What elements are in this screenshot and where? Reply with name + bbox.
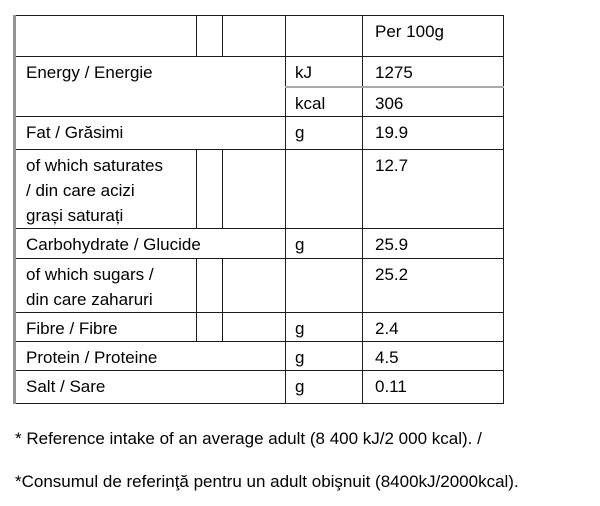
saturates-label-line1: of which saturates (26, 156, 164, 175)
sugars-label-line1: of which sugars / (26, 265, 154, 284)
sugars-unit (286, 259, 363, 313)
header-row (15, 16, 504, 57)
carbohydrate-unit: g (286, 229, 363, 259)
header-empty-cell (223, 16, 286, 57)
sugars-empty-cell (197, 259, 223, 313)
sugars-label (15, 259, 197, 313)
saturates-label-line2: / din care acizi (26, 181, 135, 200)
fibre-label: Fibre / Fibre (15, 313, 197, 342)
energy-kj-value: 1275 (363, 57, 504, 88)
fibre-empty-cell (223, 313, 286, 342)
salt-unit: g (286, 371, 363, 404)
header-empty-cell (15, 16, 197, 57)
protein-unit: g (286, 342, 363, 371)
protein-row (15, 342, 504, 371)
nutrition-table (13, 15, 504, 404)
salt-row (15, 371, 504, 404)
header-unit-cell (286, 16, 363, 57)
sugars-label-line2: din care zaharuri (26, 290, 153, 309)
sugars-row (15, 259, 504, 313)
per-100g-header: Per 100g (363, 16, 504, 57)
fat-row (15, 117, 504, 150)
fibre-row (15, 313, 504, 342)
reference-intake-footnotes (15, 428, 600, 506)
carbohydrate-row (15, 229, 504, 259)
carbohydrate-value: 25.9 (363, 229, 504, 259)
sugars-value: 25.2 (363, 259, 504, 313)
fat-value: 19.9 (363, 117, 504, 150)
saturates-empty-cell (197, 150, 223, 229)
energy-kcal-value: 306 (363, 87, 504, 117)
protein-value: 4.5 (363, 342, 504, 371)
saturates-label-line3: grași saturați (26, 206, 124, 225)
footnote-romanian: *Consumul de referinţă pentru un adult obişnuit (8400kJ/2000kcal). (15, 472, 519, 491)
salt-value: 0.11 (363, 371, 504, 404)
energy-label: Energy / Energie (15, 57, 286, 117)
energy-kcal-unit: kcal (286, 87, 363, 117)
carbohydrate-label: Carbohydrate / Glucide (15, 229, 286, 259)
salt-label: Salt / Sare (15, 371, 286, 404)
energy-kj-unit: kJ (286, 57, 363, 88)
fat-label: Fat / Grăsimi (15, 117, 286, 150)
fibre-unit: g (286, 313, 363, 342)
saturates-value: 12.7 (363, 150, 504, 229)
footnote-english: * Reference intake of an average adult (8 400 kJ/2 000 kcal). / (15, 429, 482, 448)
saturates-row (15, 150, 504, 229)
header-empty-cell (197, 16, 223, 57)
fat-unit: g (286, 117, 363, 150)
fibre-value: 2.4 (363, 313, 504, 342)
energy-kj-row (15, 57, 504, 88)
saturates-label (15, 150, 197, 229)
sugars-empty-cell (223, 259, 286, 313)
saturates-empty-cell (223, 150, 286, 229)
protein-label: Protein / Proteine (15, 342, 286, 371)
fibre-empty-cell (197, 313, 223, 342)
saturates-unit (286, 150, 363, 229)
